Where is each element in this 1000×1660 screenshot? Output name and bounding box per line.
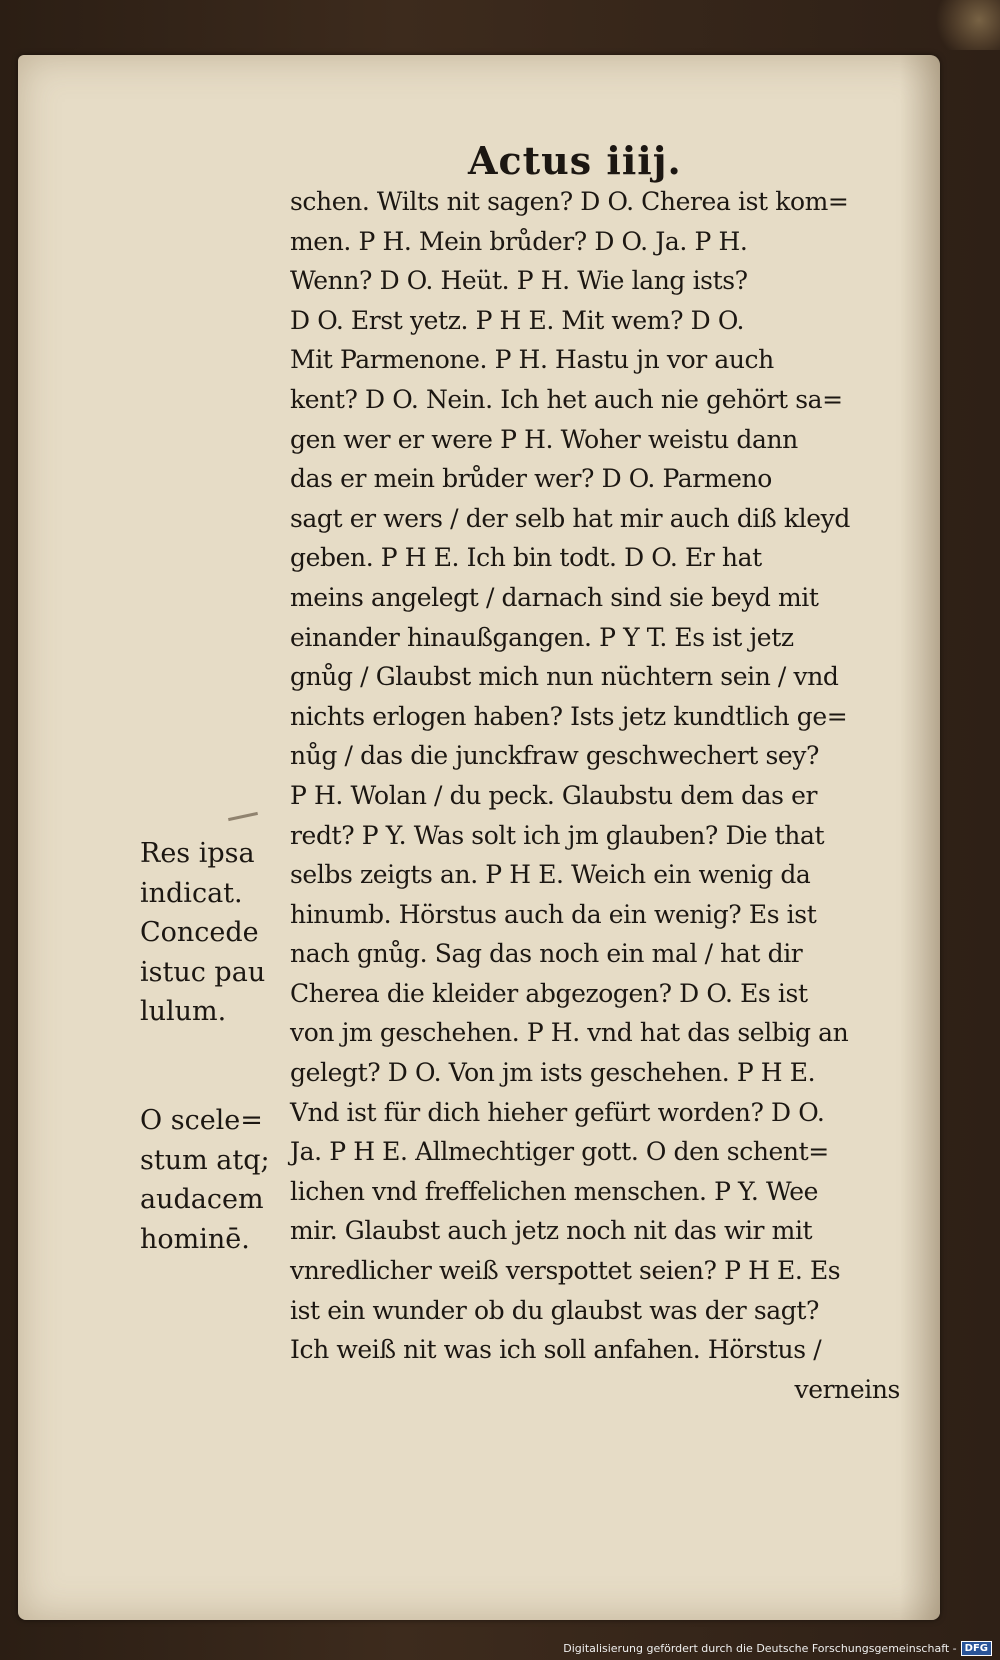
text-line: Vnd ist für dich hieher gefürt worden? D O. <box>290 1097 825 1127</box>
margin-note-line: indicat. <box>140 877 243 909</box>
text-line: selbs zeigts an. P H E. Weich ein wenig da <box>290 860 811 890</box>
text-line: ist ein wunder ob du glaubst was der sagt? <box>290 1295 820 1325</box>
text-line: lichen vnd freffelichen menschen. P Y. Wee <box>290 1176 819 1206</box>
text-line: mir. Glaubst auch jetz noch nit das wir mit <box>290 1216 813 1246</box>
text-line: gen wer er were P H. Woher weistu dann <box>290 424 798 454</box>
text-line: gnůg / Glaubst mich nun nüchtern sein / vnd <box>290 662 839 692</box>
text-line: geben. P H E. Ich bin todt. D O. Er hat <box>290 543 762 573</box>
text-line: meins angelegt / darnach sind sie beyd mit <box>290 582 819 612</box>
dfg-logo: DFG <box>961 1641 992 1656</box>
footer-credit-text: Digitalisierung gefördert durch die Deutsche Forschungsgemeinschaft - <box>563 1641 957 1655</box>
text-line: von jm geschehen. P H. vnd hat das selbig an <box>290 1018 849 1048</box>
text-line: einander hinaußgangen. P Y T. Es ist jetz <box>290 622 794 652</box>
text-line: Mit Parmenone. P H. Hastu jn vor auch <box>290 345 774 375</box>
margin-note-line: istuc pau <box>140 956 266 988</box>
text-line: kent? D O. Nein. Ich het auch nie gehört sa= <box>290 384 843 414</box>
text-line: nichts erlogen haben? Ists jetz kundtlich ge= <box>290 701 848 731</box>
text-line: Ja. P H E. Allmechtiger gott. O den schent= <box>290 1137 829 1167</box>
margin-note-o-scelestum <box>140 1101 270 1259</box>
text-line: das er mein brůder wer? D O. Parmeno <box>290 464 772 494</box>
text-line: schen. Wilts nit sagen? D O. Cherea ist kom= <box>290 187 849 216</box>
margin-note-line: Concede <box>140 917 259 949</box>
text-line: nach gnůg. Sag das noch ein mal / hat dir <box>290 939 803 969</box>
page-header: Actus iiij. <box>468 138 682 183</box>
margin-note-line: Res ipsa <box>140 838 255 869</box>
margin-note-line: O scele= <box>140 1105 263 1136</box>
text-line: Ich weiß nit was ich soll anfahen. Hörstus / <box>290 1335 822 1365</box>
digitization-footer <box>563 1638 992 1658</box>
margin-note-line: audacem <box>140 1184 264 1216</box>
text-line: nůg / das die junckfraw geschwechert sey? <box>290 741 820 771</box>
text-line: sagt er wers / der selb hat mir auch diß kleyd <box>290 503 850 533</box>
text-line: men. P H. Mein brůder? D O. Ja. P H. <box>290 226 748 256</box>
text-line: vnredlicher weiß verspottet seien? P H E. Es <box>290 1256 841 1286</box>
text-line: Cherea die kleider abgezogen? D O. Es ist <box>290 978 808 1008</box>
text-line: D O. Erst yetz. P H E. Mit wem? D O. <box>290 305 745 335</box>
text-line: gelegt? D O. Von jm ists geschehen. P H E. <box>290 1058 816 1088</box>
catchword: verneins <box>794 1374 900 1404</box>
corner-stain <box>930 0 1000 50</box>
text-line: hinumb. Hörstus auch da ein wenig? Es ist <box>290 899 817 929</box>
margin-note-line: stum atq; <box>140 1144 270 1176</box>
text-line: P H. Wolan / du peck. Glaubstu dem das er <box>290 780 818 810</box>
margin-note-line: lulum. <box>140 996 227 1028</box>
text-line: redt? P Y. Was solt ich jm glauben? Die that <box>290 820 825 850</box>
text-line: Wenn? D O. Heüt. P H. Wie lang ists? <box>290 266 748 296</box>
margin-note-line: hominē. <box>140 1223 250 1255</box>
main-text-block <box>290 182 900 1409</box>
margin-note-res-ipsa <box>140 834 265 1032</box>
